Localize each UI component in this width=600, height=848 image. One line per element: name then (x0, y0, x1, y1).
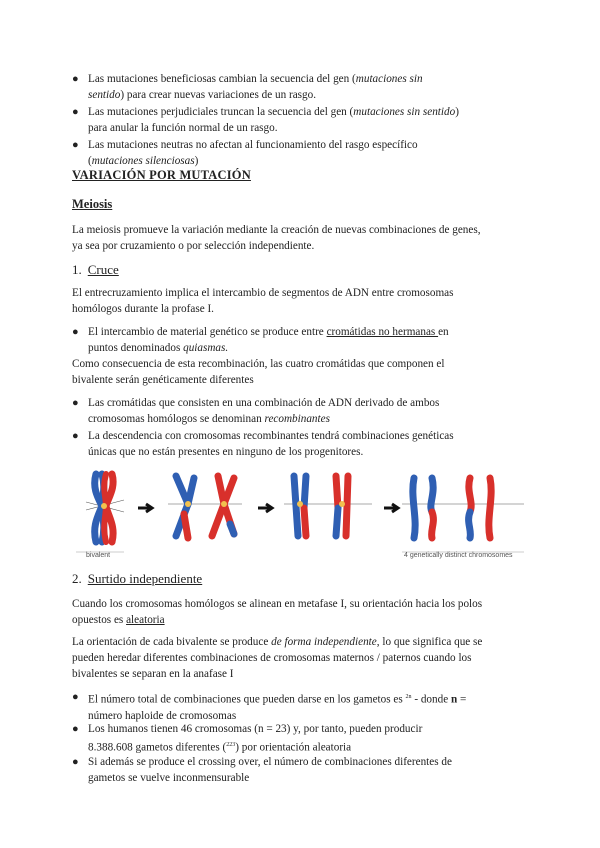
italic-text: mutaciones sin sentido (353, 106, 456, 118)
cruce-paragraph-1 (72, 285, 528, 317)
italic-text: recombinantes (264, 413, 330, 425)
text: puntos denominados (88, 342, 184, 354)
separating-stage (284, 476, 372, 536)
text: Como consecuencia de esta recombinación, las cuatro cromátidas que componen el (72, 358, 445, 370)
text: opuestos es (72, 614, 127, 626)
caption-bivalent: bivalent (86, 552, 111, 559)
text: cromosomas homólogos se denominan (88, 413, 265, 425)
cruce-bullet-3 (72, 428, 538, 460)
surtido-bullet-1 (72, 689, 538, 724)
bullet-dot: ● (72, 73, 79, 85)
section-title: Cruce (87, 262, 119, 277)
italic-text: de forma independiente (271, 636, 377, 648)
bullet-beneficial (72, 71, 538, 103)
section-surtido-heading (72, 571, 202, 587)
text: La meiosis promueve la variación mediante la creación de nuevas combinaciones de genes, (72, 224, 481, 236)
section-cruce-heading (72, 262, 119, 278)
text: ) para crear nuevas variaciones de un rasgo. (120, 89, 317, 101)
text: La orientación de cada bivalente se produce (72, 636, 272, 648)
text: Si además se produce el crossing over, el número de combinaciones diferentes de (88, 756, 452, 768)
caption-distinct-chromosomes: 4 genetically distinct chromosomes (404, 552, 513, 559)
text: homólogos durante la profase I. (72, 303, 214, 315)
heading-meiosis: Meiosis (72, 197, 113, 211)
section-number: 1. (72, 262, 82, 277)
bold-text: n (450, 693, 458, 706)
bullet-dot: ● (72, 106, 79, 118)
bullet-neutral (72, 137, 538, 169)
heading-variacion: VARIACIÓN POR MUTACIÓN (72, 168, 251, 182)
text: pueden heredar diferentes combinaciones de cromosomas maternos / paternos cuando los (72, 652, 472, 664)
italic-text: quiasmas. (183, 342, 229, 354)
text: número haploide de cromosomas (88, 709, 237, 722)
bullet-dot: ● (72, 430, 79, 442)
arrow-1 (138, 504, 152, 512)
italic-text: sentido (88, 89, 121, 101)
text: gametos se vuelve inconmensurable (88, 772, 250, 784)
bullet-dot: ● (72, 139, 79, 151)
four-chromatids (402, 478, 524, 538)
italic-text: mutaciones silenciosas (91, 155, 195, 167)
superscript: 2n (405, 694, 412, 700)
bivalent-chromosome (86, 474, 124, 542)
text: ) (194, 155, 199, 167)
bullet-dot: ● (72, 723, 79, 735)
section-title: Surtido independiente (87, 571, 203, 586)
underlined-text: cromátidas no hermanas (326, 326, 439, 338)
arrow-2 (258, 504, 272, 512)
text: = (457, 693, 467, 706)
crossing-over-diagram (72, 468, 528, 564)
cruce-bullet-1 (72, 324, 538, 356)
bullet-harmful (72, 104, 538, 136)
italic-text: mutaciones sin (355, 73, 423, 85)
arrow-3 (384, 504, 398, 512)
crossing-over-figure (72, 468, 528, 564)
underlined-text: aleatoria (126, 614, 165, 626)
bullet-dot: ● (72, 397, 79, 409)
bullet-dot: ● (72, 326, 79, 338)
text: bivalente serán genéticamente diferentes (72, 374, 254, 386)
text: en (438, 326, 449, 338)
text: Las mutaciones neutras no afectan al funcionamiento del rasgo específico (88, 139, 418, 151)
cruce-paragraph-2 (72, 356, 528, 388)
text: Las cromátidas que consisten en una combinación de ADN derivado de ambos (88, 397, 440, 409)
text: Cuando los cromosomas homólogos se alinean en metafase I, su orientación hacia los polos (72, 598, 483, 610)
text: ( (88, 155, 92, 167)
surtido-bullet-2 (72, 721, 538, 756)
text: ya sea por cruzamiento o por selección independiente. (72, 240, 315, 252)
text: ) (455, 106, 459, 118)
text: Los humanos tienen 46 cromosomas (n = 23) y, por tanto, pueden producir (88, 723, 423, 735)
text: - donde (411, 693, 451, 706)
surtido-bullet-3 (72, 754, 538, 786)
text: 8.388.608 gametos diferentes ( (88, 741, 227, 754)
bullet-dot: ● (72, 691, 79, 703)
text: La descendencia con cromosomas recombinantes tendrá combinaciones genéticas (88, 430, 454, 442)
section-number: 2. (72, 571, 82, 586)
surtido-paragraph-2 (72, 634, 528, 682)
text: para anular la función normal de un rasgo. (88, 122, 278, 134)
text: El intercambio de material genético se produce entre (88, 326, 327, 338)
meiosis-intro (72, 222, 528, 254)
text: Las mutaciones perjudiciales truncan la secuencia del gen ( (88, 106, 354, 118)
text: , lo que significa que se (376, 636, 483, 648)
text: El número total de combinaciones que pueden darse en los gametos es (88, 693, 406, 706)
surtido-paragraph-1 (72, 596, 528, 628)
text: únicas que no están presentes en ninguno de los progenitores. (88, 446, 364, 458)
chiasma-stage (168, 476, 242, 538)
superscript: 223 (226, 742, 236, 748)
bullet-dot: ● (72, 756, 79, 768)
cruce-bullet-2 (72, 395, 538, 427)
text: bivalentes se separan en la anafase I (72, 668, 234, 680)
text: ) por orientación aleatoria (235, 741, 352, 754)
text: El entrecruzamiento implica el intercambio de segmentos de ADN entre cromosomas (72, 287, 454, 299)
text: Las mutaciones beneficiosas cambian la secuencia del gen ( (88, 73, 356, 85)
